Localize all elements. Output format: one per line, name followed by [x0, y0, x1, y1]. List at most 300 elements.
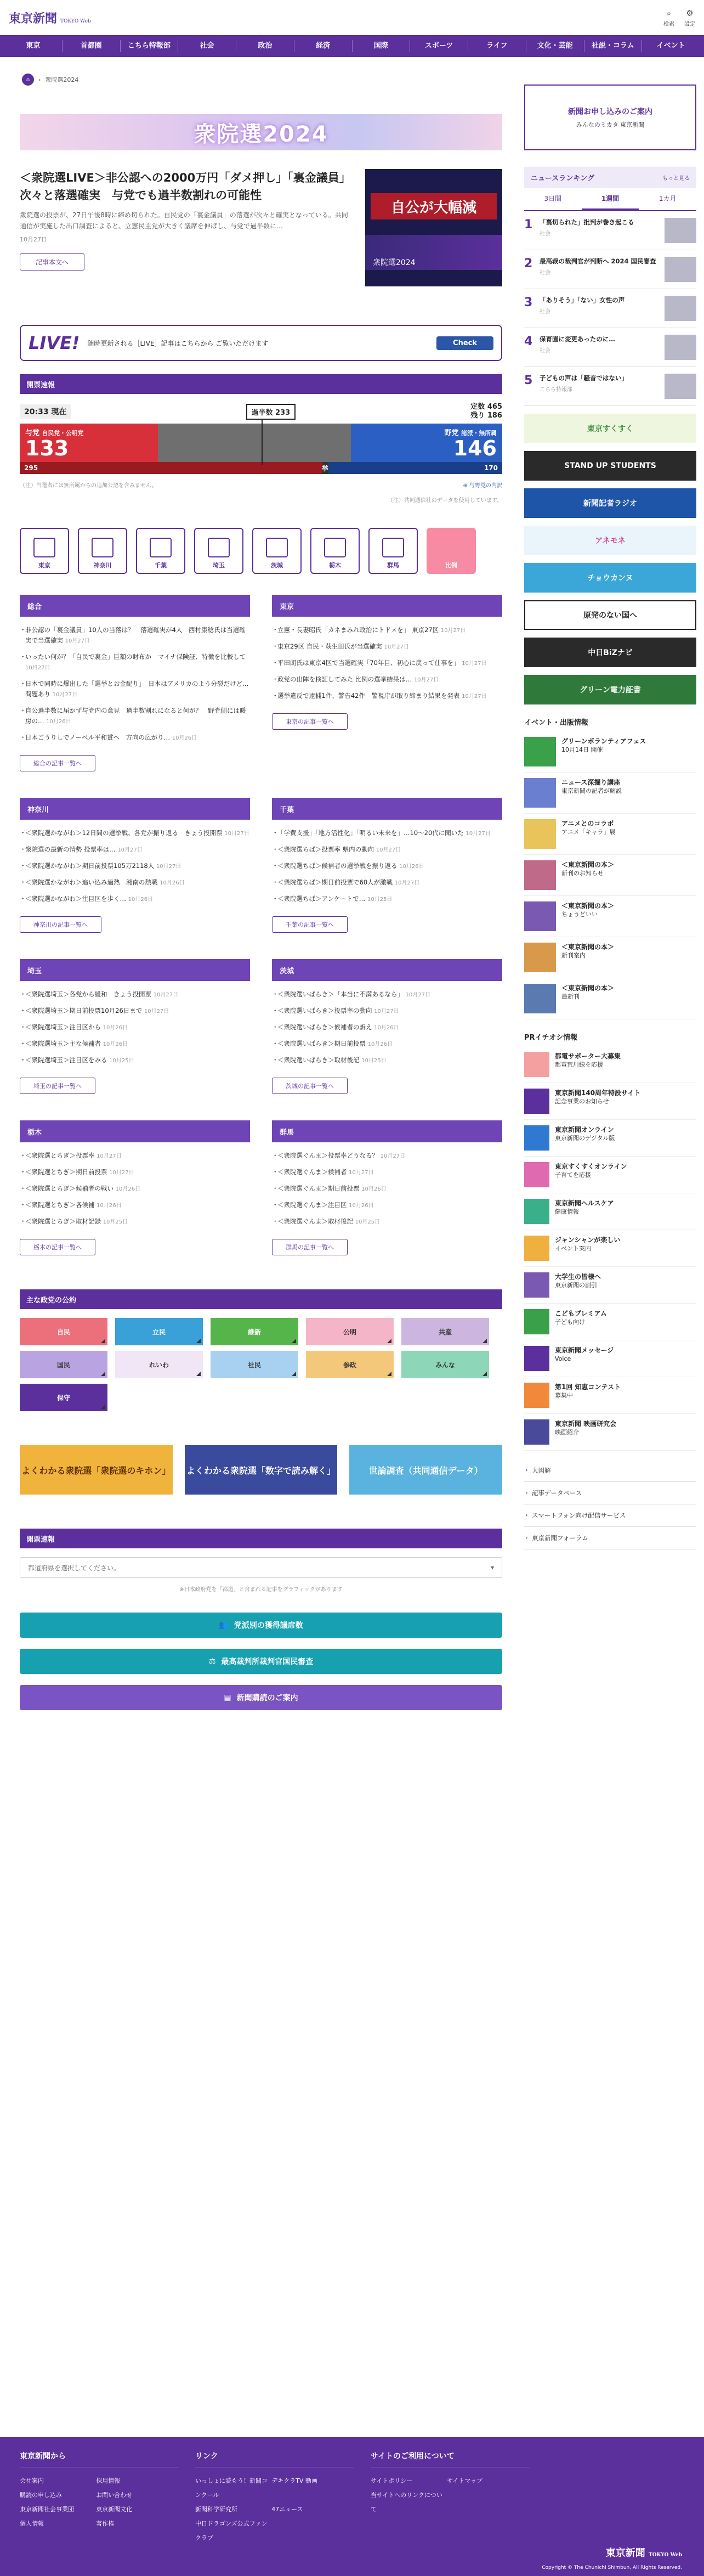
article-title: ＜衆院選埼玉＞注目区をみる — [25, 1056, 107, 1064]
lead-image[interactable] — [365, 169, 502, 286]
nav-item[interactable]: イベント — [656, 42, 685, 50]
party-pledges — [20, 1289, 502, 1411]
ranking-title: 子どもの声は「騒音ではない」 — [540, 374, 628, 382]
article-list — [20, 825, 250, 907]
ranking-title: ニュースランキング — [531, 174, 594, 183]
pref-tokyo[interactable]: 東京 — [20, 528, 69, 574]
event-desc: 東京新聞の記者が解説 — [561, 787, 622, 794]
live-banner[interactable] — [20, 325, 502, 361]
ranking-item[interactable] — [524, 328, 696, 367]
article-item[interactable] — [272, 1164, 502, 1181]
pr-item[interactable] — [524, 1157, 696, 1193]
article-item[interactable] — [20, 703, 250, 730]
party-button[interactable]: れいわ — [115, 1351, 203, 1378]
article-item[interactable] — [272, 1181, 502, 1197]
pr-item[interactable] — [524, 1267, 696, 1304]
footer-links — [195, 2474, 354, 2545]
article-item[interactable] — [272, 622, 502, 639]
map-icon — [92, 538, 113, 557]
nav-item[interactable]: 国際 — [353, 40, 411, 52]
article-date: 10月26日 — [374, 1025, 399, 1031]
settings-button[interactable] — [684, 8, 695, 27]
footer-link[interactable]: 採用情報 — [96, 2477, 121, 2484]
map-icon — [150, 538, 172, 557]
article-item[interactable] — [272, 1214, 502, 1230]
banner-basics[interactable]: よくわかる衆院選「衆院選のキホン」 — [20, 1445, 173, 1495]
lead-image-caption: 自公が大幅減 — [371, 193, 497, 219]
search-icon: ⌕ — [666, 8, 672, 18]
ruling-pre: 295 — [20, 462, 322, 474]
footer-link[interactable]: サイトポリシー — [371, 2477, 413, 2484]
article-title: ＜衆院選とちぎ＞取材記録 — [25, 1217, 101, 1225]
party-button[interactable]: 公明 — [306, 1318, 394, 1345]
article-item[interactable] — [272, 688, 502, 704]
article-title: 選挙違反で逮捕1件、警告42件 警視庁が取り締まり結果を発表 — [277, 692, 460, 700]
source-note: （注）共同通信社のデータを使用しています。 — [387, 498, 502, 504]
capacity-value: 465 — [487, 403, 502, 411]
article-item[interactable] — [20, 842, 250, 858]
event-item[interactable] — [524, 978, 696, 1019]
side-banner[interactable]: グリーン電力証書 — [524, 675, 696, 704]
banner-numbers[interactable]: よくわかる衆院選「数字で読み解く」 — [185, 1445, 338, 1495]
update-time: 20:33 現在 — [20, 404, 71, 419]
footer-links — [20, 2474, 179, 2531]
pref-kanagawa[interactable]: 神奈川 — [78, 528, 127, 574]
article-item[interactable] — [20, 649, 250, 676]
article-title: ＜衆院選いばらき＞「本当に不満あるなら」 — [277, 990, 404, 998]
footer-columns — [20, 2450, 684, 2545]
subscribe-button[interactable]: ▤ 新聞購読のご案内 — [20, 1685, 502, 1710]
pr-text — [555, 1162, 627, 1187]
article-list — [272, 622, 502, 704]
footer-link[interactable]: 個人情報 — [20, 2520, 44, 2527]
gear-icon: ⚙ — [686, 8, 694, 18]
home-icon[interactable]: ⌂ — [22, 74, 34, 86]
pr-thumbnail — [524, 1125, 549, 1151]
article-item[interactable] — [20, 875, 250, 891]
pr-desc: Voice — [555, 1355, 571, 1362]
live-text: 随時更新される［LIVE］記事はこちらから ご覧いただけます — [87, 339, 269, 347]
event-title: ニュース深掘り講座 — [561, 779, 621, 786]
side-banners — [524, 414, 696, 704]
article-title: ＜衆院選かながわ＞期日前投票105万2118人 — [25, 862, 155, 870]
article-date: 10月27日 — [413, 677, 439, 683]
remaining-value: 186 — [487, 412, 502, 420]
article-item[interactable] — [272, 1019, 502, 1036]
footer-col-company — [20, 2450, 179, 2545]
article-date: 10月27日 — [52, 692, 78, 698]
article-item[interactable] — [20, 1003, 250, 1019]
ruling-bar — [20, 424, 158, 462]
logo-text: 東京新聞 — [9, 11, 58, 26]
rank-number: 4 — [524, 335, 533, 348]
pre-label: 挙前 — [322, 462, 328, 474]
article-title: ＜衆院選いばらき＞取材後記 — [277, 1056, 360, 1064]
article-title: ＜衆院選とちぎ＞期日前投票 — [25, 1168, 107, 1176]
party-button[interactable]: 共産 — [401, 1318, 489, 1345]
logo-sub: TOKYO Web — [60, 18, 91, 24]
article-date: 10月27日 — [144, 1008, 169, 1014]
pr-thumbnail — [524, 1199, 549, 1224]
nav-item[interactable]: 東京 — [4, 40, 63, 52]
nav-item[interactable]: 文化・芸能 — [526, 40, 584, 52]
article-date: 10月25日 — [103, 1219, 128, 1225]
ranking-item[interactable] — [524, 289, 696, 328]
ranking-category: 社会 — [540, 309, 550, 315]
side-link[interactable]: › 大図解 — [524, 1459, 696, 1482]
ranking-title: 最高裁の裁判官が判断へ 2024 国民審査 — [540, 257, 656, 265]
event-title: アニメとのコラボ — [561, 820, 614, 827]
pr-title: 東京新聞メッセージ — [555, 1346, 614, 1354]
event-desc: アニメ「キャラ」展 — [561, 828, 616, 836]
event-desc: 新刊案内 — [561, 952, 586, 959]
more-button[interactable]: 東京の記事一覧へ — [272, 713, 348, 730]
ranking-category: 社会 — [540, 270, 550, 276]
event-thumbnail — [524, 943, 556, 972]
region-block — [272, 1120, 502, 1255]
article-date: 10月26日 — [160, 880, 185, 886]
event-desc: ちょうどいい — [561, 911, 598, 918]
article-list — [272, 987, 502, 1069]
opposition-label: 野党 諸派・無所属 — [444, 429, 497, 437]
judge-review-button[interactable]: ⚖ 最高裁判所裁判官国民審査 — [20, 1649, 502, 1674]
nav-item[interactable]: スポーツ — [410, 40, 468, 52]
event-item[interactable] — [524, 773, 696, 814]
article-title: 日本ごうりしでノーベル平和賞へ 方向の広がり… — [25, 734, 171, 741]
pr-desc: イベント案内 — [555, 1245, 591, 1252]
result-search — [20, 1529, 502, 1710]
side-banner[interactable]: アネモネ — [524, 526, 696, 555]
seat-results — [20, 374, 502, 504]
article-date: 10月25日 — [367, 897, 393, 903]
pref-ibaraki[interactable]: 茨城 — [252, 528, 302, 574]
tab-1week[interactable]: 1週間 — [582, 188, 639, 210]
lead-title[interactable]: ＜衆院選LIVE＞非公認への2000万円「ダメ押し」「裏金議員」次々と落選確実 与党でも過半数割れの可能性 — [20, 171, 351, 202]
ranking-text — [540, 257, 659, 282]
ranking-item[interactable] — [524, 250, 696, 289]
nav-item[interactable]: ライフ — [468, 40, 526, 52]
seats-by-party-button[interactable]: 👥 党派別の獲得議席数 — [20, 1613, 502, 1638]
ranking-thumbnail — [665, 218, 696, 243]
search-button[interactable] — [663, 8, 674, 27]
ranking-title: 「ありそう」「ない」女性の声 — [540, 296, 625, 304]
ranking-more-link[interactable]: もっと見る — [662, 176, 690, 182]
article-item[interactable] — [272, 1197, 502, 1214]
pr-title: PRイチオシ情報 — [524, 1034, 578, 1042]
footer-link[interactable]: 著作権 — [96, 2520, 115, 2527]
pr-item[interactable] — [524, 1083, 696, 1120]
party-button[interactable]: 国民 — [20, 1351, 107, 1378]
more-button[interactable]: 群馬の記事一覧へ — [272, 1239, 348, 1255]
footer-link[interactable]: 東京新聞社会事業団 — [20, 2506, 74, 2513]
ranking-thumbnail — [665, 257, 696, 282]
pr-item[interactable] — [524, 1377, 696, 1414]
article-title: ＜衆院選埼玉＞各党から緩和 きょう投開票 — [25, 990, 151, 998]
article-date: 10月26日 — [96, 1203, 122, 1209]
banner-polls[interactable]: 世論調査（共同通信データ） — [349, 1445, 502, 1495]
event-title: イベント・出版情報 — [524, 719, 589, 727]
side-link[interactable]: › 記事データベース — [524, 1482, 696, 1504]
search-label: 検索 — [663, 21, 674, 27]
article-list — [272, 825, 502, 907]
pref-chiba[interactable]: 千葉 — [136, 528, 185, 574]
event-title: ＜東京新聞の本＞ — [561, 902, 615, 910]
party-button[interactable]: 維新 — [211, 1318, 298, 1345]
read-more-button[interactable]: 記事本文へ — [20, 253, 84, 270]
pref-saitama[interactable]: 埼玉 — [194, 528, 243, 574]
side-link[interactable]: › スマートフォン向け配信サービス — [524, 1504, 696, 1527]
breadcrumb — [20, 70, 502, 89]
side-banner[interactable]: STAND UP STUDENTS — [524, 451, 696, 481]
article-item[interactable] — [272, 672, 502, 688]
article-item[interactable] — [20, 622, 250, 649]
nav-item[interactable]: 社説・コラム — [584, 40, 643, 52]
article-title: ＜衆院選ぐんま＞期日前投票 — [277, 1185, 360, 1192]
gavel-icon: ⚖ — [208, 1657, 216, 1666]
pr-title: 都電サポーター大募集 — [555, 1052, 621, 1060]
article-item[interactable] — [272, 655, 502, 672]
event-desc: 最新刊 — [561, 993, 580, 1000]
pr-desc: 募集中 — [555, 1392, 573, 1399]
more-button[interactable]: 埼玉の記事一覧へ — [20, 1078, 95, 1094]
ranking-text — [540, 296, 659, 321]
block-title: 埼玉 — [20, 959, 250, 981]
opposition-seats: 146 — [453, 436, 497, 460]
header-icons — [663, 8, 695, 27]
article-title: ＜衆院選ぐんま＞候補者 — [277, 1168, 347, 1176]
article-date: 10月26日 — [349, 1203, 374, 1209]
article-item[interactable] — [272, 1036, 502, 1052]
nav-item[interactable]: 首都圏 — [63, 40, 121, 52]
breakdown-link[interactable]: ⊕ 与野党の内訳 — [463, 483, 502, 489]
ranking-list — [524, 211, 696, 406]
article-item[interactable] — [20, 730, 250, 746]
global-nav — [0, 35, 704, 57]
more-button[interactable]: 栃木の記事一覧へ — [20, 1239, 95, 1255]
article-item[interactable] — [272, 1003, 502, 1019]
chevron-down-icon: ▾ — [490, 1564, 494, 1571]
event-title: ＜東京新聞の本＞ — [561, 861, 615, 869]
pr-item[interactable] — [524, 1340, 696, 1377]
regional-blocks — [20, 595, 502, 1255]
article-date: 10月26日 — [128, 897, 154, 903]
footer-link[interactable]: 新聞科学研究所 — [195, 2506, 237, 2513]
check-button[interactable]: Check — [436, 336, 493, 350]
footer-link[interactable]: 当サイトへのリンクについて — [371, 2492, 442, 2513]
party-button[interactable]: 自民 — [20, 1318, 107, 1345]
article-item[interactable] — [272, 1148, 502, 1164]
article-date: 10月26日 — [172, 735, 197, 741]
article-item[interactable] — [20, 676, 250, 703]
event-item[interactable] — [524, 937, 696, 978]
rank-number: 2 — [524, 257, 533, 270]
pref-proportional[interactable]: 比例 — [427, 528, 476, 574]
article-item[interactable] — [272, 891, 502, 907]
settings-label: 設定 — [684, 21, 695, 27]
article-item[interactable] — [20, 1019, 250, 1036]
pr-title: ジャンシャンが楽しい — [555, 1236, 621, 1244]
subscription-ad[interactable] — [524, 84, 696, 150]
article-item[interactable] — [20, 1052, 250, 1069]
nav-item[interactable]: 政治 — [236, 40, 294, 52]
article-title: ＜衆院選とちぎ＞各候補 — [25, 1201, 95, 1209]
article-item[interactable] — [272, 858, 502, 875]
article-title: 非公認の「裏金議員」10人の当落は？ 落選確実が4人 西村康稔氏は当選確実で当選確実 — [25, 626, 246, 644]
article-item[interactable] — [20, 858, 250, 875]
article-date: 10月27日 — [349, 1170, 374, 1176]
article-title: ＜衆院選いばらき＞候補者の訴え — [277, 1023, 372, 1031]
more-button[interactable]: 神奈川の記事一覧へ — [20, 916, 101, 933]
pr-text — [555, 1419, 616, 1445]
nav-item[interactable]: こちら特報部 — [121, 40, 179, 52]
search-note: ※日本政府党を「都道」と含まれる記事をグラフィックがあります — [179, 1587, 343, 1593]
remaining-label: 残り — [470, 412, 485, 420]
event-item[interactable] — [524, 814, 696, 855]
ranking-title: 「裏切られた」批判が巻き起こる — [540, 218, 634, 226]
side-banner[interactable]: チョウカンヌ — [524, 563, 696, 593]
article-item[interactable] — [20, 1214, 250, 1230]
event-item[interactable] — [524, 731, 696, 773]
seat-panel — [20, 394, 502, 504]
footer-link[interactable]: デキクラTV 動画 — [271, 2477, 317, 2484]
article-item[interactable] — [272, 875, 502, 891]
article-item[interactable] — [20, 987, 250, 1003]
pr-desc: 記念事業のお知らせ — [555, 1098, 609, 1105]
pr-desc: 東京新聞のデジタル版 — [555, 1135, 615, 1142]
article-item[interactable] — [20, 891, 250, 907]
article-item[interactable] — [272, 825, 502, 842]
party-button[interactable]: 参政 — [306, 1351, 394, 1378]
side-banner[interactable]: 新聞記者ラジオ — [524, 488, 696, 518]
party-button[interactable]: 社民 — [211, 1351, 298, 1378]
article-item[interactable] — [20, 825, 250, 842]
footer-link[interactable]: サイトマップ — [447, 2477, 482, 2484]
ranking-text — [540, 218, 659, 243]
article-item[interactable] — [20, 1036, 250, 1052]
article-title: ＜衆院選埼玉＞注目区から — [25, 1023, 101, 1031]
pr-desc: 健康情報 — [555, 1208, 579, 1215]
rank-number: 3 — [524, 296, 533, 309]
more-button[interactable]: 総合の記事一覧へ — [20, 755, 95, 771]
article-item[interactable] — [20, 1181, 250, 1197]
block-title: 総合 — [20, 595, 250, 617]
majority-label: 過半数 233 — [246, 404, 296, 420]
footer-col-usage — [371, 2450, 530, 2545]
article-date: 10月26日 — [361, 1186, 387, 1192]
nav-item[interactable]: 経済 — [294, 40, 353, 52]
pr-item[interactable] — [524, 1120, 696, 1157]
lead-date: 10月27日 — [20, 236, 47, 243]
more-button[interactable]: 茨城の記事一覧へ — [272, 1078, 348, 1094]
event-thumbnail — [524, 860, 556, 890]
pr-text — [555, 1309, 607, 1334]
pr-text — [555, 1383, 621, 1408]
article-item[interactable] — [272, 639, 502, 655]
footer-link[interactable]: いっしょに読もう！新聞コンクール — [195, 2477, 268, 2499]
pr-title: 東京新聞オンライン — [555, 1126, 614, 1134]
footer-link[interactable]: 中日ドラゴンズ公式ファンクラブ — [195, 2520, 268, 2541]
pr-item[interactable] — [524, 1304, 696, 1340]
site-logo[interactable] — [9, 9, 91, 26]
party-grid — [20, 1318, 502, 1411]
event-item[interactable] — [524, 896, 696, 937]
map-icon — [33, 538, 55, 557]
pref-tochigi[interactable]: 栃木 — [310, 528, 360, 574]
ranking-item[interactable] — [524, 211, 696, 250]
pr-thumbnail — [524, 1419, 549, 1445]
article-date: 10月25日 — [361, 1058, 387, 1064]
pr-item[interactable] — [524, 1230, 696, 1267]
pr-thumbnail — [524, 1052, 549, 1077]
pref-gunma[interactable]: 群馬 — [368, 528, 418, 574]
article-title: 政党の出陣を検証してみた 比例の選挙結果は… — [277, 675, 412, 683]
party-button[interactable]: みんな — [401, 1351, 489, 1378]
region-block — [20, 595, 250, 771]
article-item[interactable] — [20, 1197, 250, 1214]
election-banner[interactable]: 衆院選2024 — [20, 114, 502, 150]
pr-desc: 都電荒川線を応援 — [555, 1061, 603, 1068]
article-title: 衆院選の最新の情勢 投票率は… — [25, 845, 116, 853]
article-item[interactable] — [272, 987, 502, 1003]
tab-3days[interactable]: 3日間 — [544, 195, 562, 202]
pr-item[interactable] — [524, 1414, 696, 1451]
article-date: 10月27日 — [65, 638, 90, 644]
pr-item[interactable] — [524, 1046, 696, 1083]
section-title: 開票速報 — [20, 1529, 502, 1548]
prefecture-select[interactable] — [20, 1557, 502, 1578]
side-banner[interactable]: 東京すくすく — [524, 414, 696, 443]
article-date: 10月27日 — [376, 847, 401, 853]
tab-1month[interactable]: 1カ月 — [658, 195, 677, 202]
ranking-item[interactable] — [524, 367, 696, 406]
party-button[interactable]: 立民 — [115, 1318, 203, 1345]
newspaper-icon: ▤ — [224, 1693, 231, 1702]
event-item[interactable] — [524, 855, 696, 896]
ranking-header — [524, 167, 696, 188]
article-item[interactable] — [20, 1164, 250, 1181]
ranking-category: 社会 — [540, 348, 550, 354]
ranking-thumbnail — [665, 335, 696, 360]
footer-logo[interactable]: 東京新聞 TOKYO Web — [605, 2547, 682, 2559]
nav-item[interactable]: 社会 — [178, 40, 236, 52]
pr-text — [555, 1346, 614, 1371]
pr-item[interactable] — [524, 1193, 696, 1230]
opposition-bar — [351, 424, 502, 462]
people-icon: 👥 — [219, 1621, 229, 1630]
footer-link[interactable]: 47ニュース — [271, 2506, 303, 2513]
footer-link[interactable]: 会社案内 — [20, 2477, 44, 2484]
pr-thumbnail — [524, 1162, 549, 1187]
article-item[interactable] — [272, 842, 502, 858]
footer-link[interactable]: 購読の申し込み — [20, 2492, 62, 2499]
article-title: ＜衆院選ちば＞アンケートで… — [277, 895, 366, 903]
article-item[interactable] — [20, 1148, 250, 1164]
article-date: 10月26日 — [399, 864, 424, 870]
pr-text — [555, 1052, 621, 1077]
pr-desc: 映画紹介 — [555, 1429, 579, 1436]
footer-link[interactable]: お問い合わせ — [96, 2492, 133, 2499]
footer-link[interactable]: 東京新聞文化 — [96, 2506, 133, 2513]
party-button[interactable]: 保守 — [20, 1384, 107, 1411]
side-banner[interactable]: 原発のない国へ — [524, 600, 696, 630]
side-link[interactable]: › 東京新聞フォーラム — [524, 1527, 696, 1549]
article-date: 10月27日 — [394, 880, 420, 886]
event-text — [561, 819, 615, 849]
side-banner[interactable]: 中日BiZナビ — [524, 638, 696, 667]
more-button[interactable]: 千葉の記事一覧へ — [272, 916, 348, 933]
site-header — [0, 0, 704, 35]
article-item[interactable] — [272, 1052, 502, 1069]
